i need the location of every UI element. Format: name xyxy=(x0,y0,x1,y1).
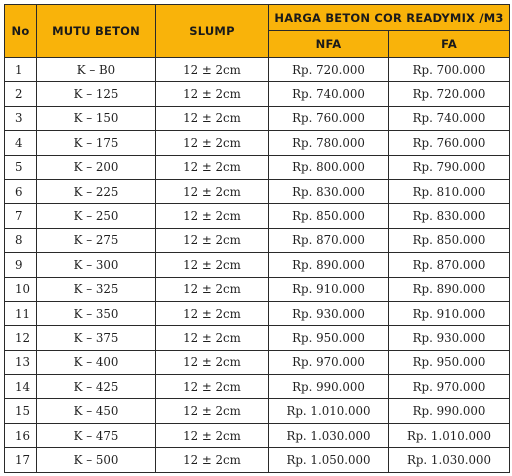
price-fa-cell: Rp. 830.000 xyxy=(389,204,510,228)
price-fa-cell: Rp. 790.000 xyxy=(389,155,510,179)
price-nfa-cell: Rp. 1.030.000 xyxy=(269,423,389,447)
table-row xyxy=(5,448,510,472)
mutu-beton-cell: K – 250 xyxy=(37,204,156,228)
price-nfa-cell: Rp. 970.000 xyxy=(269,350,389,374)
price-nfa-cell: Rp. 850.000 xyxy=(269,204,389,228)
price-fa-cell: Rp. 870.000 xyxy=(389,253,510,277)
row-number: 10 xyxy=(5,277,37,301)
price-fa-cell: Rp. 810.000 xyxy=(389,179,510,203)
slump-cell: 12 ± 2cm xyxy=(156,375,269,399)
price-nfa-cell: Rp. 720.000 xyxy=(269,58,389,82)
price-nfa-cell: Rp. 740.000 xyxy=(269,82,389,106)
table-row xyxy=(5,326,510,350)
price-table xyxy=(4,4,510,473)
mutu-beton-cell: K – 275 xyxy=(37,228,156,252)
table-row xyxy=(5,204,510,228)
price-nfa-cell: Rp. 870.000 xyxy=(269,228,389,252)
price-fa-cell: Rp. 990.000 xyxy=(389,399,510,423)
slump-cell: 12 ± 2cm xyxy=(156,204,269,228)
header-no: No xyxy=(5,5,37,58)
header-mutu-beton: MUTU BETON xyxy=(37,5,156,58)
price-fa-cell: Rp. 1.010.000 xyxy=(389,423,510,447)
row-number: 17 xyxy=(5,448,37,472)
table-row xyxy=(5,155,510,179)
price-fa-cell: Rp. 720.000 xyxy=(389,82,510,106)
mutu-beton-cell: K – 350 xyxy=(37,301,156,325)
slump-cell: 12 ± 2cm xyxy=(156,301,269,325)
mutu-beton-cell: K – B0 xyxy=(37,58,156,82)
slump-cell: 12 ± 2cm xyxy=(156,179,269,203)
row-number: 15 xyxy=(5,399,37,423)
table-row xyxy=(5,277,510,301)
header-slump: SLUMP xyxy=(156,5,269,58)
table-row xyxy=(5,375,510,399)
price-nfa-cell: Rp. 950.000 xyxy=(269,326,389,350)
price-nfa-cell: Rp. 830.000 xyxy=(269,179,389,203)
slump-cell: 12 ± 2cm xyxy=(156,399,269,423)
slump-cell: 12 ± 2cm xyxy=(156,106,269,130)
row-number: 16 xyxy=(5,423,37,447)
mutu-beton-cell: K – 150 xyxy=(37,106,156,130)
row-number: 14 xyxy=(5,375,37,399)
table-row xyxy=(5,58,510,82)
slump-cell: 12 ± 2cm xyxy=(156,326,269,350)
price-nfa-cell: Rp. 990.000 xyxy=(269,375,389,399)
mutu-beton-cell: K – 300 xyxy=(37,253,156,277)
price-fa-cell: Rp. 970.000 xyxy=(389,375,510,399)
table-header xyxy=(5,5,510,58)
price-nfa-cell: Rp. 780.000 xyxy=(269,131,389,155)
table-row xyxy=(5,131,510,155)
header-nfa: NFA xyxy=(269,31,389,58)
slump-cell: 12 ± 2cm xyxy=(156,82,269,106)
slump-cell: 12 ± 2cm xyxy=(156,131,269,155)
mutu-beton-cell: K – 225 xyxy=(37,179,156,203)
header-harga: HARGA BETON COR READYMIX /M3 xyxy=(269,5,510,31)
row-number: 5 xyxy=(5,155,37,179)
slump-cell: 12 ± 2cm xyxy=(156,448,269,472)
table-row xyxy=(5,399,510,423)
price-nfa-cell: Rp. 1.010.000 xyxy=(269,399,389,423)
table-row xyxy=(5,253,510,277)
row-number: 1 xyxy=(5,58,37,82)
slump-cell: 12 ± 2cm xyxy=(156,58,269,82)
row-number: 3 xyxy=(5,106,37,130)
row-number: 13 xyxy=(5,350,37,374)
price-fa-cell: Rp. 910.000 xyxy=(389,301,510,325)
table-row xyxy=(5,82,510,106)
price-table-container xyxy=(4,4,510,473)
table-row xyxy=(5,423,510,447)
price-fa-cell: Rp. 760.000 xyxy=(389,131,510,155)
price-nfa-cell: Rp. 760.000 xyxy=(269,106,389,130)
row-number: 8 xyxy=(5,228,37,252)
row-number: 4 xyxy=(5,131,37,155)
row-number: 6 xyxy=(5,179,37,203)
mutu-beton-cell: K – 450 xyxy=(37,399,156,423)
price-nfa-cell: Rp. 800.000 xyxy=(269,155,389,179)
price-fa-cell: Rp. 850.000 xyxy=(389,228,510,252)
price-nfa-cell: Rp. 910.000 xyxy=(269,277,389,301)
price-fa-cell: Rp. 890.000 xyxy=(389,277,510,301)
row-number: 2 xyxy=(5,82,37,106)
slump-cell: 12 ± 2cm xyxy=(156,277,269,301)
table-row xyxy=(5,106,510,130)
table-row xyxy=(5,179,510,203)
table-row xyxy=(5,350,510,374)
slump-cell: 12 ± 2cm xyxy=(156,228,269,252)
mutu-beton-cell: K – 200 xyxy=(37,155,156,179)
slump-cell: 12 ± 2cm xyxy=(156,253,269,277)
row-number: 7 xyxy=(5,204,37,228)
price-nfa-cell: Rp. 930.000 xyxy=(269,301,389,325)
mutu-beton-cell: K – 325 xyxy=(37,277,156,301)
row-number: 11 xyxy=(5,301,37,325)
price-fa-cell: Rp. 740.000 xyxy=(389,106,510,130)
table-row xyxy=(5,301,510,325)
row-number: 12 xyxy=(5,326,37,350)
mutu-beton-cell: K – 175 xyxy=(37,131,156,155)
price-fa-cell: Rp. 950.000 xyxy=(389,350,510,374)
slump-cell: 12 ± 2cm xyxy=(156,350,269,374)
price-nfa-cell: Rp. 1.050.000 xyxy=(269,448,389,472)
table-row xyxy=(5,228,510,252)
mutu-beton-cell: K – 475 xyxy=(37,423,156,447)
row-number: 9 xyxy=(5,253,37,277)
price-nfa-cell: Rp. 890.000 xyxy=(269,253,389,277)
slump-cell: 12 ± 2cm xyxy=(156,155,269,179)
price-fa-cell: Rp. 1.030.000 xyxy=(389,448,510,472)
price-fa-cell: Rp. 930.000 xyxy=(389,326,510,350)
price-fa-cell: Rp. 700.000 xyxy=(389,58,510,82)
mutu-beton-cell: K – 500 xyxy=(37,448,156,472)
mutu-beton-cell: K – 400 xyxy=(37,350,156,374)
slump-cell: 12 ± 2cm xyxy=(156,423,269,447)
mutu-beton-cell: K – 375 xyxy=(37,326,156,350)
mutu-beton-cell: K – 125 xyxy=(37,82,156,106)
header-fa: FA xyxy=(389,31,510,58)
table-body xyxy=(5,58,510,473)
mutu-beton-cell: K – 425 xyxy=(37,375,156,399)
